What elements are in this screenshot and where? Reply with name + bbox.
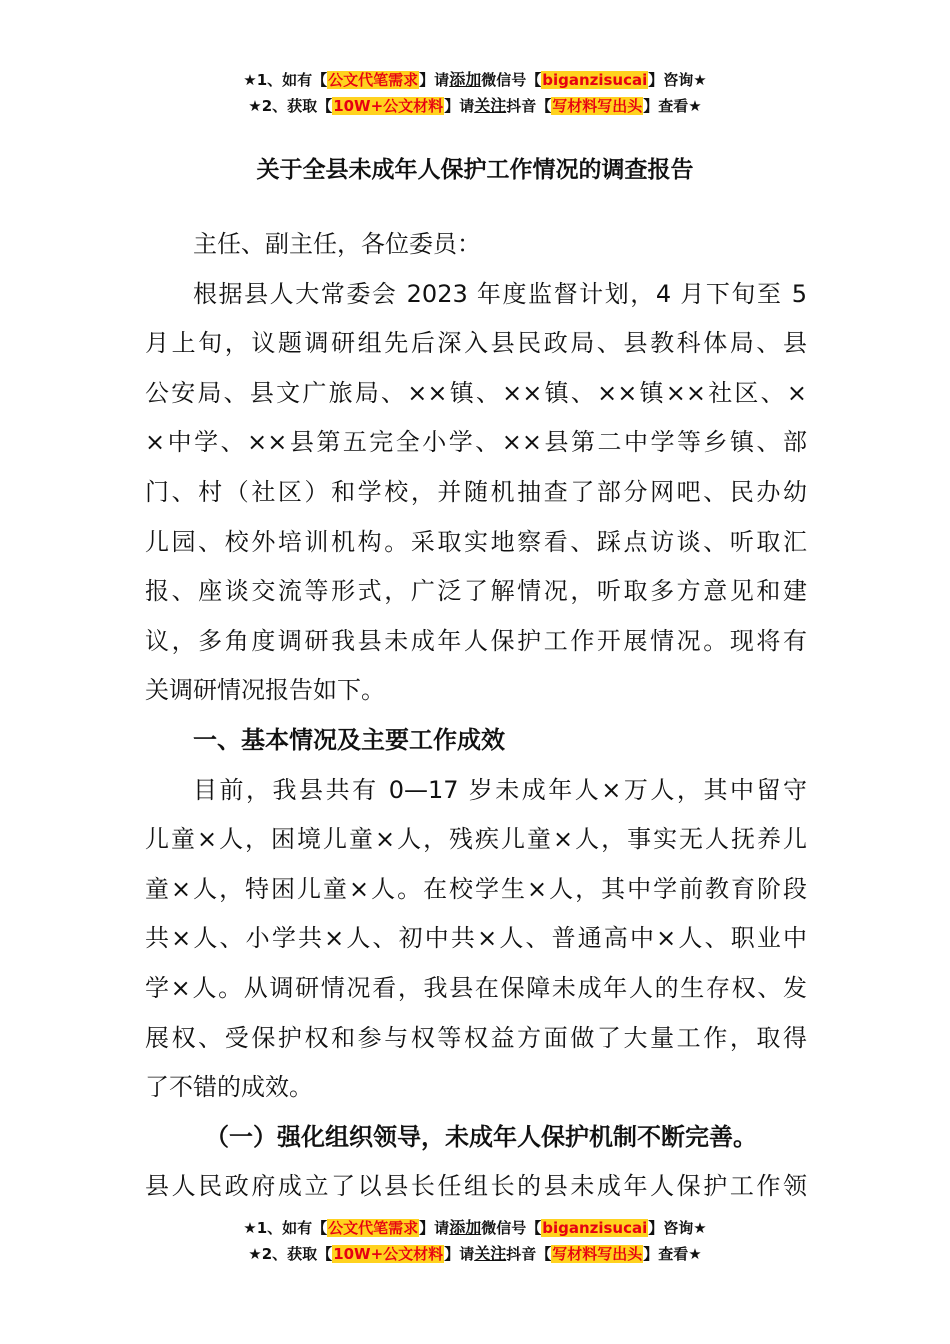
banner-text: ★1、如有【 <box>243 1219 328 1237</box>
paragraph-line: 了不错的成效。 <box>145 1073 313 1102</box>
banner-text: 微信号【 <box>481 1219 542 1237</box>
banner-text: 】请 <box>419 71 450 89</box>
banner-underline: 添加 <box>449 1218 482 1237</box>
banner-line-1 <box>0 1215 950 1241</box>
banner-highlight: 写材料写出头 <box>552 1245 643 1263</box>
banner-underline: 关注 <box>474 1244 507 1263</box>
banner-text: 】请 <box>444 97 475 115</box>
paragraph-line: 学×人。从调研情况看，我县在保障未成年人的生存权、发 <box>145 973 807 1002</box>
banner-highlight: biganzisucai <box>542 1219 648 1237</box>
paragraph-line: 门、村（社区）和学校，并随机抽查了部分网吧、民办幼 <box>145 477 807 506</box>
banner-text: 】请 <box>444 1245 475 1263</box>
banner-line-2 <box>0 93 950 119</box>
banner-text: 】请 <box>419 1219 450 1237</box>
banner-highlight: 10W+公文材料 <box>333 1245 444 1263</box>
banner-text: ★2、获取【 <box>248 97 333 115</box>
banner-highlight: 写材料写出头 <box>552 97 643 115</box>
banner-highlight: 公文代笔需求 <box>328 71 419 89</box>
paragraph-line: 县人民政府成立了以县长任组长的县未成年人保护工作领 <box>145 1172 807 1201</box>
paragraph-line: 童×人，特困儿童×人。在校学生×人，其中学前教育阶段 <box>145 874 807 903</box>
paragraph-line: 议，多角度调研我县未成年人保护工作开展情况。现将有 <box>145 626 807 655</box>
paragraph-line: 公安局、县文广旅局、××镇、××镇、××镇××社区、× <box>145 378 807 407</box>
paragraph-line: 关调研情况报告如下。 <box>145 676 385 705</box>
paragraph-line: ×中学、××县第五完全小学、××县第二中学等乡镇、部 <box>145 428 807 457</box>
paragraph-line: 儿童×人，困境儿童×人，残疾儿童×人，事实无人抚养儿 <box>145 825 807 854</box>
paragraph-line: 目前，我县共有 0—17 岁未成年人×万人，其中留守 <box>193 775 807 804</box>
header-banner <box>0 67 950 119</box>
banner-highlight: 10W+公文材料 <box>333 97 444 115</box>
banner-highlight: biganzisucai <box>542 71 648 89</box>
subsection-heading: （一）强化组织领导，未成年人保护机制不断完善。 <box>205 1122 757 1151</box>
banner-text: 】查看★ <box>643 97 702 115</box>
banner-underline: 关注 <box>474 96 507 115</box>
banner-text: ★2、获取【 <box>248 1245 333 1263</box>
banner-text: 】咨询★ <box>648 71 707 89</box>
paragraph-line: 根据县人大常委会 2023 年度监督计划，4 月下旬至 5 <box>193 279 807 308</box>
footer-banner <box>0 1215 950 1267</box>
document-title: 关于全县未成年人保护工作情况的调查报告 <box>256 157 694 183</box>
banner-line-2 <box>0 1241 950 1267</box>
section-heading: 一、基本情况及主要工作成效 <box>193 725 505 754</box>
banner-text: 抖音【 <box>506 1245 552 1263</box>
banner-text: 】咨询★ <box>648 1219 707 1237</box>
paragraph-line: 儿园、校外培训机构。采取实地察看、踩点访谈、听取汇 <box>145 527 807 556</box>
paragraph-line: 报、座谈交流等形式，广泛了解情况，听取多方意见和建 <box>145 577 807 606</box>
banner-text: 抖音【 <box>506 97 552 115</box>
paragraph-line: 展权、受保护权和参与权等权益方面做了大量工作，取得 <box>145 1023 807 1052</box>
banner-underline: 添加 <box>449 70 482 89</box>
banner-line-1 <box>0 67 950 93</box>
document-body <box>145 220 807 1212</box>
paragraph-line: 共×人、小学共×人、初中共×人、普通高中×人、职业中 <box>145 924 807 953</box>
banner-text: ★1、如有【 <box>243 71 328 89</box>
salutation: 主任、副主任，各位委员： <box>193 230 481 258</box>
paragraph-line: 月上旬，议题调研组先后深入县民政局、县教科体局、县 <box>145 329 807 358</box>
banner-text: 微信号【 <box>481 71 542 89</box>
banner-highlight: 公文代笔需求 <box>328 1219 419 1237</box>
banner-text: 】查看★ <box>643 1245 702 1263</box>
